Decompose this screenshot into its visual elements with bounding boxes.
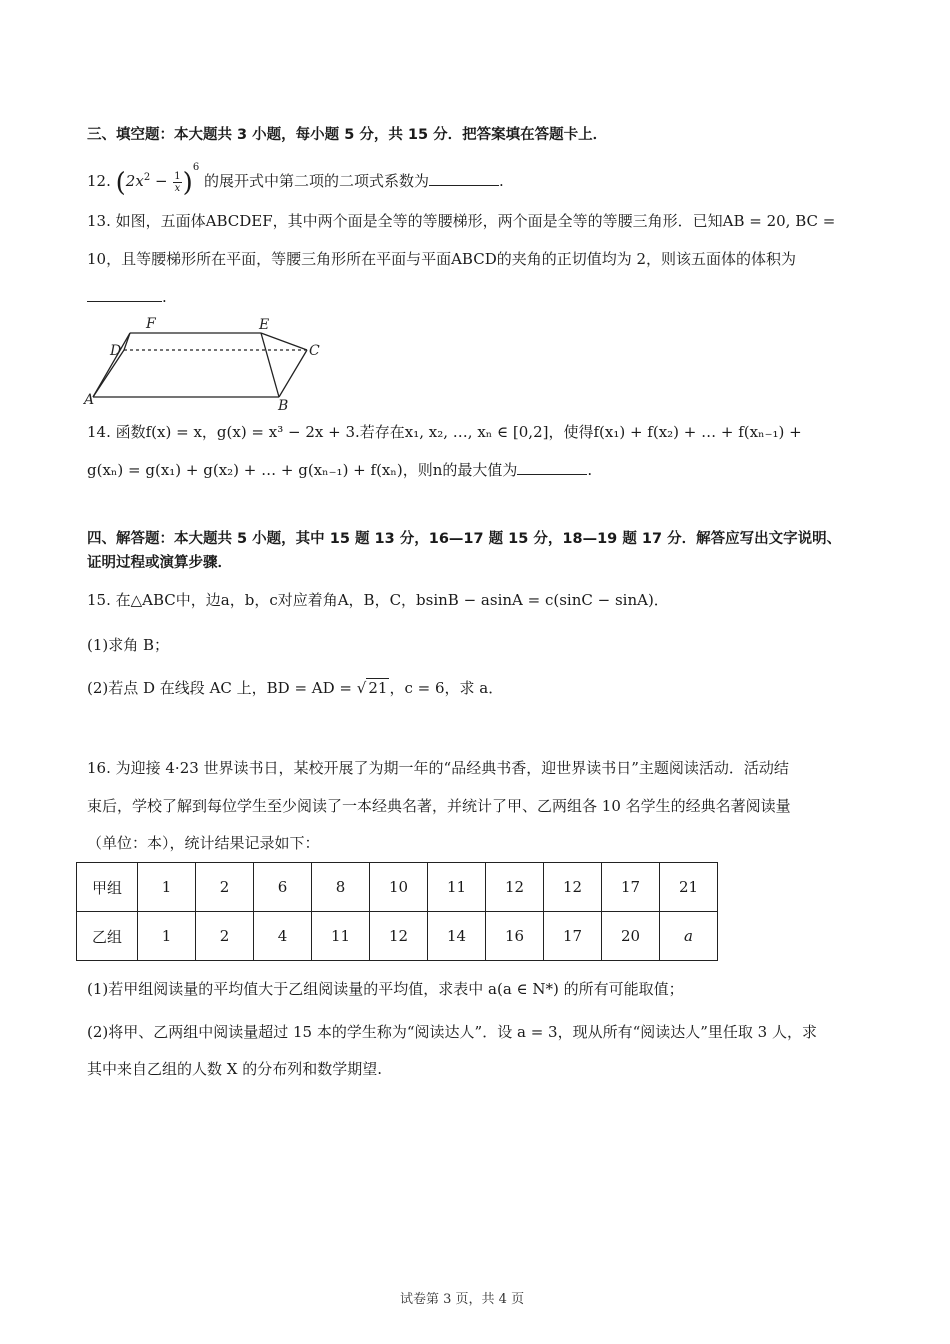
reading-table <box>76 862 718 961</box>
table-cell: 10 <box>370 863 428 912</box>
q14-answer-blank[interactable] <box>517 460 587 475</box>
q12-minus: − <box>150 172 173 190</box>
q16-part-1: (1)若甲组阅读量的平均值大于乙组阅读量的平均值，求表中 a(a ∈ N*) 的所有可能取值； <box>87 980 684 998</box>
q12-text: 的展开式中第二项的二项式系数为 <box>203 172 429 190</box>
table-cell: 17 <box>602 863 660 912</box>
page-footer: 试卷第 3 页，共 4 页 <box>400 1292 525 1307</box>
label-d: D <box>110 343 122 359</box>
q13-answer-blank[interactable] <box>87 287 162 302</box>
table-cell: 14 <box>428 912 486 961</box>
table-cell: 1 <box>138 863 196 912</box>
table-cell: 12 <box>370 912 428 961</box>
q12-paren-open: ( <box>115 168 126 198</box>
q15-part-2-tail: ，c = 6，求 a． <box>389 679 504 697</box>
table-cell: 6 <box>254 863 312 912</box>
q12-number: 12. <box>87 172 111 190</box>
table-cell: 20 <box>602 912 660 961</box>
section-4-heading-line-1: 四、解答题：本大题共 5 小题，其中 15 题 13 分，16—17 题 15 分，18—19 题 17 分．解答应写出文字说明、 <box>87 531 842 547</box>
table-cell: 12 <box>486 863 544 912</box>
label-f: F <box>146 316 156 332</box>
table-row-label: 甲组 <box>77 863 138 912</box>
edge-ec <box>261 333 307 350</box>
q12-answer-blank[interactable] <box>429 171 499 186</box>
q16-line-3: （单位：本），统计结果记录如下： <box>87 834 320 852</box>
table-row-group-b <box>77 912 718 961</box>
q14-line-2-text: g(xₙ) = g(x₁) + g(x₂) + … + g(xₙ₋₁) + f(xₙ)，则n的最大值为 <box>87 461 518 479</box>
q12-end: . <box>499 172 504 190</box>
q14-end: . <box>587 461 593 479</box>
q16-line-2: 束后，学校了解到每位学生至少阅读了一本经典名著，并统计了甲、乙两组各 10 名学生的经典名著阅读量 <box>87 797 791 815</box>
table-cell: a <box>660 912 718 961</box>
q15-part-2-text: (2)若点 D 在线段 AC 上，BD = AD = <box>87 679 357 697</box>
q16-part-2-line-2: 其中来自乙组的人数 X 的分布列和数学期望. <box>87 1060 382 1078</box>
q14-line-2 <box>87 459 880 481</box>
q13-line-1: 13. 如图，五面体ABCDEF，其中两个面是全等的等腰梯形，两个面是全等的等腰三角形．已知AB = 20, BC = <box>87 212 836 230</box>
q12-fraction: $\frac{1}{x}$ <box>174 170 181 194</box>
table-cell: 12 <box>544 863 602 912</box>
section-4-heading-line-2: 证明过程或演算步骤． <box>87 555 232 571</box>
table-cell: 8 <box>312 863 370 912</box>
q15-sqrt: 21 <box>368 679 388 697</box>
q12-paren-close: ) <box>182 168 193 198</box>
table-row-group-a <box>77 863 718 912</box>
table-cell: 21 <box>660 863 718 912</box>
table-cell: 17 <box>544 912 602 961</box>
q16-line-1: 16. 为迎接 4·23 世界读书日，某校开展了为期一年的“品经典书香，迎世界读书日”主题阅读活动．活动结 <box>87 759 789 777</box>
table-cell: 11 <box>428 863 486 912</box>
q15-part-2: (2)若点 D 在线段 AC 上，BD = AD = √ 21 ，c = 6，求 a． <box>87 679 504 697</box>
q13-line-3 <box>87 286 880 308</box>
q14-line-1: 14. 函数f(x) = x，g(x) = x³ − 2x + 3.若存在x₁, x₂, …, xₙ ∈ [0,2]，使得f(x₁) + f(x₂) + … + f(xₙ₋₁) + <box>87 423 802 441</box>
q13-line-2: 10，且等腰梯形所在平面，等腰三角形所在平面与平面ABCD的夹角的正切值均为 2，则该五面体的体积为 <box>87 250 797 268</box>
table-cell: 2 <box>196 863 254 912</box>
table-cell: 2 <box>196 912 254 961</box>
question-12 <box>87 162 880 198</box>
table-row-label: 乙组 <box>77 912 138 961</box>
q15-line-1: 15. 在△ABC中，边a，b，c对应着角A，B，C，bsinB − asinA = c(sinC − sinA)． <box>87 591 669 609</box>
q12-sup: 2 <box>143 172 151 183</box>
q16-part-2-line-1: (2)将甲、乙两组中阅读量超过 15 本的学生称为“阅读达人”．设 a = 3，现从所有“阅读达人”里任取 3 人，求 <box>87 1023 817 1041</box>
q15-part-1: (1)求角 B； <box>87 636 170 654</box>
q12-expr: 2x <box>125 172 144 190</box>
table-cell: 11 <box>312 912 370 961</box>
edge-eb <box>261 333 279 397</box>
table-cell: 1 <box>138 912 196 961</box>
label-c: C <box>309 343 320 359</box>
table-cell: 16 <box>486 912 544 961</box>
q12-power: 6 <box>192 162 200 173</box>
table-cell: 4 <box>254 912 312 961</box>
q13-end: . <box>162 288 167 306</box>
pentahedron-figure <box>84 312 334 412</box>
label-b: B <box>278 398 289 414</box>
label-a: A <box>84 392 95 408</box>
label-e: E <box>259 317 270 333</box>
edge-bc <box>279 350 307 397</box>
section-3-heading: 三、填空题：本大题共 3 小题，每小题 5 分，共 15 分．把答案填在答题卡上． <box>87 127 608 143</box>
